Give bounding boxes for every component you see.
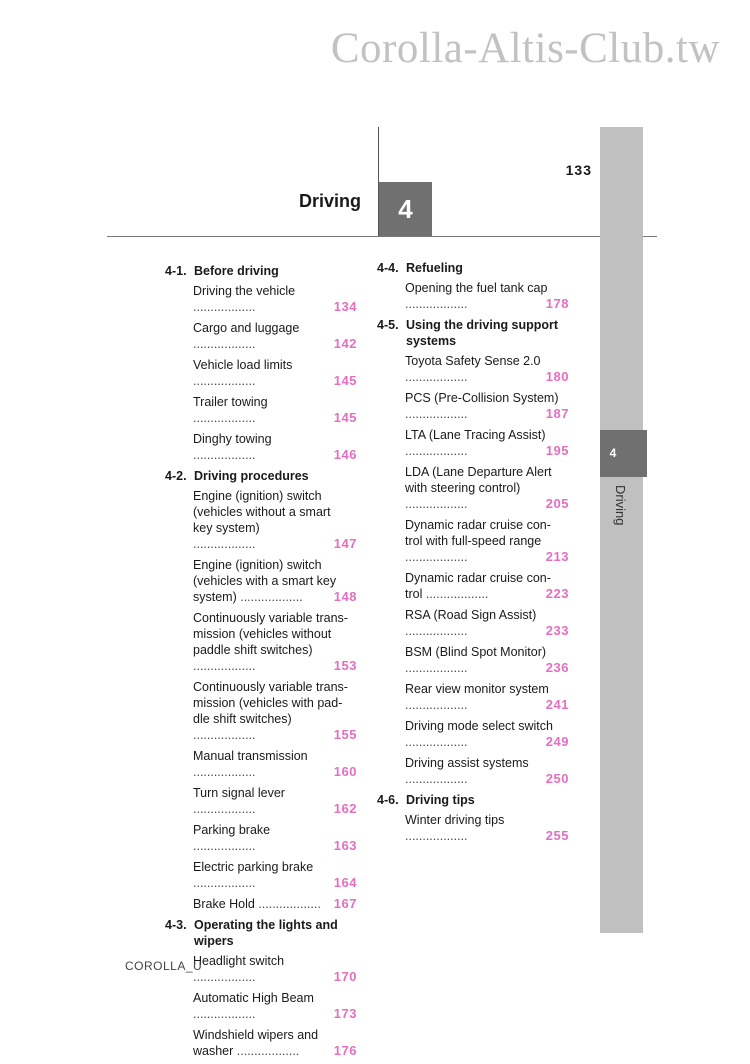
- toc-page-number: 148: [333, 589, 357, 604]
- toc-leader-dots: ..................: [193, 337, 256, 351]
- toc-entry-label: Driving assist systems: [405, 756, 529, 770]
- toc-entry-link[interactable]: [405, 681, 569, 713]
- toc-entry-label: RSA (Road Sign Assist): [405, 608, 537, 622]
- toc-page-number: 255: [545, 828, 569, 843]
- toc-entry-link[interactable]: [193, 679, 357, 743]
- toc-leader-dots: ..................: [193, 374, 256, 388]
- toc-page-number: 205: [545, 496, 569, 511]
- toc-entry-label: LDA (Lane Departure Alert with steering control): [405, 465, 552, 495]
- toc-leader-dots: ..................: [405, 698, 468, 712]
- toc-page-number: 187: [545, 406, 569, 421]
- toc-section-heading: [377, 317, 569, 349]
- section-number: 4-2.: [165, 469, 187, 483]
- toc-entry-link[interactable]: [193, 320, 357, 352]
- side-tab-number: 4: [609, 446, 617, 460]
- toc-section-heading: [377, 792, 569, 808]
- toc-entry-link[interactable]: [193, 748, 357, 780]
- section-title: Refueling: [406, 261, 463, 275]
- toc-entry-link[interactable]: [405, 517, 569, 565]
- toc-leader-dots: ..................: [405, 370, 468, 384]
- toc-page-number: 164: [333, 875, 357, 890]
- toc-entry-link[interactable]: [193, 990, 357, 1022]
- toc-page-number: 195: [545, 443, 569, 458]
- toc-leader-dots: ..................: [405, 661, 468, 675]
- toc-entry-link[interactable]: [193, 896, 357, 912]
- toc-leader-dots: ..................: [193, 411, 256, 425]
- toc-entry-label: BSM (Blind Spot Monitor): [405, 645, 547, 659]
- toc-section-heading: [165, 263, 357, 279]
- section-number: 4-1.: [165, 264, 187, 278]
- toc-entry-link[interactable]: [405, 427, 569, 459]
- section-title: Operating the lights and wipers: [194, 918, 338, 948]
- toc-entry-link[interactable]: [405, 607, 569, 639]
- toc-page-number: 147: [333, 536, 357, 551]
- toc-entry-link[interactable]: [405, 390, 569, 422]
- section-number: 4-3.: [165, 918, 187, 932]
- toc-entry-label: Parking brake: [193, 823, 271, 837]
- toc-entry-label: Dynamic radar cruise con- trol: [405, 571, 551, 601]
- side-tab-label: Driving: [613, 485, 628, 526]
- toc-entry-label: Engine (ignition) switch (vehicles without a smart key system): [193, 489, 331, 535]
- toc-leader-dots: ..................: [193, 728, 256, 742]
- toc-entry-label: Cargo and luggage: [193, 321, 300, 335]
- toc-entry-label: Rear view monitor system: [405, 682, 549, 696]
- toc-entry-link[interactable]: [193, 488, 357, 552]
- toc-entry-label: Brake Hold: [193, 897, 255, 911]
- toc-left-column: [165, 263, 357, 1064]
- section-title: Before driving: [194, 264, 279, 278]
- section-number: 4-5.: [377, 318, 399, 332]
- toc-entry-label: Driving mode select switch: [405, 719, 553, 733]
- chapter-number-box: 4: [379, 182, 432, 236]
- toc-leader-dots: ..................: [405, 550, 468, 564]
- toc-entry-link[interactable]: [405, 464, 569, 512]
- toc-entry-link[interactable]: [193, 557, 357, 605]
- toc-page-number: 233: [545, 623, 569, 638]
- toc-entry-label: PCS (Pre-Collision System): [405, 391, 559, 405]
- toc-entry-link[interactable]: [405, 570, 569, 602]
- toc-page-number: 250: [545, 771, 569, 786]
- toc-leader-dots: ..................: [193, 839, 256, 853]
- toc-entry-link[interactable]: [405, 644, 569, 676]
- toc-entry-link[interactable]: [405, 280, 569, 312]
- toc-leader-dots: ..................: [254, 897, 321, 911]
- toc-entry-label: Turn signal lever: [193, 786, 285, 800]
- toc-page-number: 145: [333, 373, 357, 388]
- toc-entry-link[interactable]: [405, 718, 569, 750]
- toc-entry-label: LTA (Lane Tracing Assist): [405, 428, 546, 442]
- toc-leader-dots: ..................: [405, 735, 468, 749]
- toc-entry-label: Opening the fuel tank cap: [405, 281, 548, 295]
- toc-page-number: 155: [333, 727, 357, 742]
- toc-leader-dots: ..................: [405, 297, 468, 311]
- toc-page-number: 173: [333, 1006, 357, 1021]
- toc-section-heading: [165, 917, 357, 949]
- toc-page-number: 180: [545, 369, 569, 384]
- toc-entry-link[interactable]: [193, 283, 357, 315]
- toc-page-number: 176: [333, 1043, 357, 1058]
- toc-entry-label: Manual transmission: [193, 749, 308, 763]
- toc-page-number: 162: [333, 801, 357, 816]
- section-title: Driving tips: [406, 793, 475, 807]
- toc-entry-label: Trailer towing: [193, 395, 268, 409]
- toc-leader-dots: ..................: [405, 407, 468, 421]
- toc-entry-label: Windshield wipers and washer: [193, 1028, 319, 1058]
- toc-page-number: 142: [333, 336, 357, 351]
- toc-entry-link[interactable]: [405, 812, 569, 844]
- page-number: 133: [565, 162, 592, 178]
- toc-entry-label: Dinghy towing: [193, 432, 272, 446]
- toc-entry-link[interactable]: [193, 859, 357, 891]
- section-number: 4-4.: [377, 261, 399, 275]
- toc-section-heading: [165, 468, 357, 484]
- toc-entry-link[interactable]: [405, 755, 569, 787]
- toc-page-number: 167: [333, 896, 357, 911]
- toc-leader-dots: ..................: [405, 829, 468, 843]
- toc-entry-label: Engine (ignition) switch (vehicles with a smart key system): [193, 558, 337, 604]
- toc-entry-link[interactable]: [193, 394, 357, 426]
- toc-leader-dots: ..................: [193, 300, 256, 314]
- toc-entry-label: Continuously variable trans- mission (vehicles with pad- dle shift switches): [193, 680, 348, 726]
- toc-section-heading: [377, 260, 569, 276]
- side-tab[interactable]: [600, 430, 647, 477]
- toc-page-number: 178: [545, 296, 569, 311]
- toc-entry-label: Headlight switch: [193, 954, 285, 968]
- section-number: 4-6.: [377, 793, 399, 807]
- toc-page-number: 236: [545, 660, 569, 675]
- toc-page-number: 146: [333, 447, 357, 462]
- toc-leader-dots: ..................: [193, 970, 256, 984]
- toc-leader-dots: ..................: [405, 624, 468, 638]
- toc-entry-label: Driving the vehicle: [193, 284, 296, 298]
- toc-leader-dots: ..................: [193, 659, 256, 673]
- section-title: Using the driving support systems: [406, 318, 559, 348]
- toc-leader-dots: ..................: [405, 497, 468, 511]
- toc-entry-label: Winter driving tips: [405, 813, 505, 827]
- toc-leader-dots: ..................: [193, 802, 256, 816]
- toc-entry-label: Continuously variable trans- mission (vehicles without paddle shift switches): [193, 611, 348, 657]
- toc-entry-label: Electric parking brake: [193, 860, 314, 874]
- footer-code: COROLLA_U: [125, 959, 203, 973]
- toc-entry-link[interactable]: [193, 431, 357, 463]
- toc-page-number: 153: [333, 658, 357, 673]
- toc-leader-dots: ..................: [405, 444, 468, 458]
- toc-entry-label: Automatic High Beam: [193, 991, 314, 1005]
- toc-page-number: 145: [333, 410, 357, 425]
- toc-leader-dots: ..................: [193, 765, 256, 779]
- watermark-text: Corolla-Altis-Club.tw: [330, 25, 720, 72]
- toc-entry-link[interactable]: [193, 1027, 357, 1059]
- toc-leader-dots: ..................: [193, 537, 256, 551]
- toc-page-number: 163: [333, 838, 357, 853]
- toc-page-number: 213: [545, 549, 569, 564]
- toc-page-number: 160: [333, 764, 357, 779]
- chapter-title: Driving: [298, 191, 361, 211]
- toc-page-number: 170: [333, 969, 357, 984]
- toc-leader-dots: ..................: [422, 587, 489, 601]
- header-horizontal-rule: [107, 236, 657, 237]
- toc-page-number: 223: [545, 586, 569, 601]
- toc-entry-label: Vehicle load limits: [193, 358, 293, 372]
- toc-entry-link[interactable]: [193, 822, 357, 854]
- toc-page-number: 249: [545, 734, 569, 749]
- toc-right-column: [377, 260, 569, 849]
- toc-entry-link[interactable]: [405, 353, 569, 385]
- toc-leader-dots: ..................: [193, 876, 256, 890]
- toc-leader-dots: ..................: [236, 590, 303, 604]
- toc-entry-link[interactable]: [193, 953, 357, 985]
- toc-leader-dots: ..................: [193, 448, 256, 462]
- toc-page-number: 134: [333, 299, 357, 314]
- toc-entry-label: Toyota Safety Sense 2.0: [405, 354, 541, 368]
- toc-leader-dots: ..................: [233, 1044, 300, 1058]
- toc-page-number: 241: [545, 697, 569, 712]
- toc-entry-link[interactable]: [193, 610, 357, 674]
- side-bar: [600, 127, 643, 933]
- toc-leader-dots: ..................: [193, 1007, 256, 1021]
- toc-entry-link[interactable]: [193, 785, 357, 817]
- toc-entry-label: Dynamic radar cruise con- trol with full-speed range: [405, 518, 551, 548]
- toc-leader-dots: ..................: [405, 772, 468, 786]
- section-title: Driving procedures: [194, 469, 309, 483]
- toc-entry-link[interactable]: [193, 357, 357, 389]
